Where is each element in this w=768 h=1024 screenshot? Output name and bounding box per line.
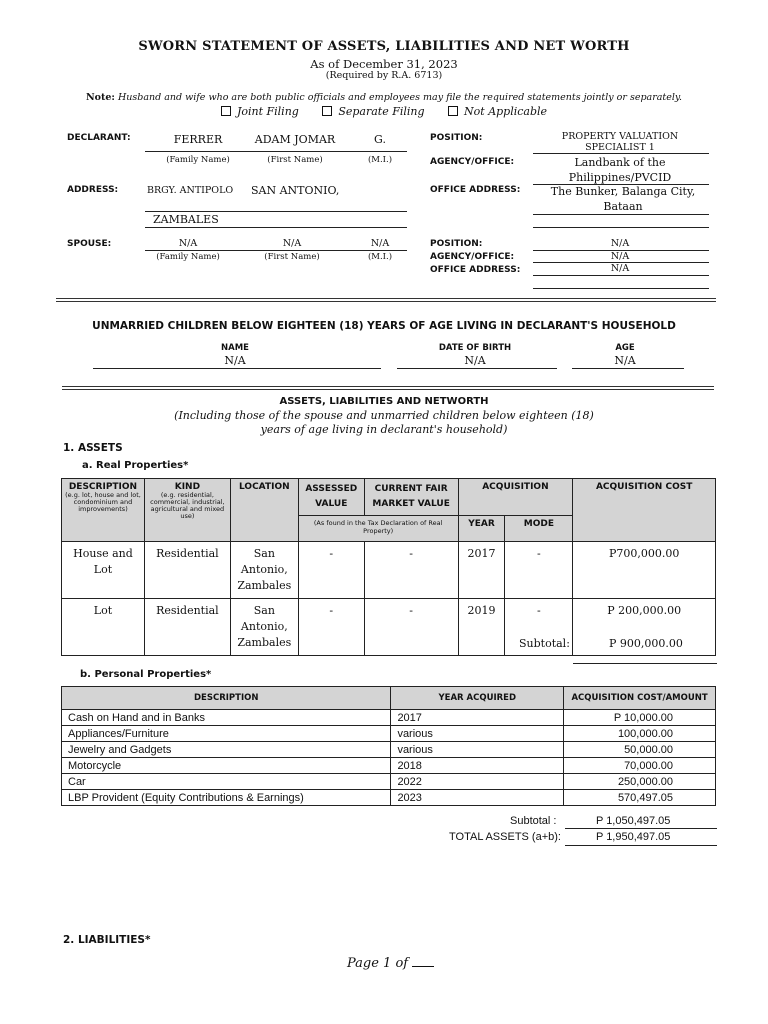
personal-subtotal-line [565,828,717,829]
child-name: N/A [224,354,246,367]
required-by: (Required by R.A. 6713) [325,70,443,81]
rp-header-year: YEAR [458,516,505,542]
children-section-title: UNMARRIED CHILDREN BELOW EIGHTEEN (18) YEARS OF AGE LIVING IN DECLARANT'S HOUSEHOLD [92,320,676,332]
table-row [62,726,716,742]
rp-header-kind: KIND (e.g. residential, commercial, industrial, agricultural and mixed use) [144,479,230,542]
pp-amount: 250,000.00 [564,774,716,790]
spouse-family-caption: (Family Name) [156,252,220,262]
rp-year: 2017 [458,542,505,599]
rp-header-assessed: ASSESSED VALUE [298,479,364,516]
rp-header-acquisition: ACQUISITION [458,479,573,516]
pp-year: 2022 [391,774,564,790]
spouse-family-name: N/A [178,238,198,249]
spouse-first-caption: (First Name) [264,252,320,262]
rp-cost: P700,000.00 [573,542,716,599]
declarant-family-name: FERRER [173,133,223,146]
alnw-subtitle-1: (Including those of the spouse and unmarried children below eighteen (18) [174,409,594,422]
child-age-header: AGE [615,343,635,353]
pp-description: Jewelry and Gadgets [62,742,391,758]
declarant-mi: G. [374,133,386,146]
pp-year: various [391,742,564,758]
table-row [62,790,716,806]
pp-description: LBP Provident (Equity Contributions & Earnings) [62,790,391,806]
rp-mode: - [505,599,573,656]
pp-year: 2018 [391,758,564,774]
table-row [62,542,716,599]
pp-header-cost: ACQUISITION COST/AMOUNT [564,687,716,710]
pp-year: 2017 [391,710,564,726]
rp-fair: - [364,542,458,599]
table-row [62,758,716,774]
declarant-agency: Landbank of the Philippines/PVCID [568,156,672,184]
rp-location: San Antonio, Zambales [230,599,298,656]
not-applicable-option[interactable]: Not Applicable [448,105,547,118]
child-name-header: NAME [221,343,249,353]
pp-amount: 100,000.00 [564,726,716,742]
address-barangay: BRGY. ANTIPOLO [147,185,234,196]
spouse-office-address-label: OFFICE ADDRESS: [430,265,521,275]
spouse-first-name: N/A [282,238,302,249]
real-properties-table [61,478,716,656]
rp-header-tax-note: (As found in the Tax Declaration of Real Property) [298,516,458,542]
spouse-office-address-line-2 [533,288,709,289]
pp-description: Motorcycle [62,758,391,774]
spouse-mi: N/A [370,238,390,249]
rp-year: 2019 [458,599,505,656]
table-row [62,742,716,758]
child-name-line [93,368,381,369]
alnw-subtitle-2: years of age living in declarant's household) [260,423,508,436]
pp-description: Car [62,774,391,790]
address-label: ADDRESS: [67,185,119,195]
address-municipality: SAN ANTONIO, [251,184,340,197]
family-name-caption: (Family Name) [166,155,230,165]
position-label: POSITION: [430,133,483,143]
rp-location: San Antonio, Zambales [230,542,298,599]
pp-amount: 50,000.00 [564,742,716,758]
rp-header-mode: MODE [505,516,573,542]
liabilities-heading: 2. LIABILITIES* [63,934,151,946]
real-subtotal-value: P 900,000.00 [609,637,683,650]
filing-options [0,105,768,118]
spouse-position: N/A [610,238,630,249]
note-label: Note: [85,92,115,103]
position-line [533,153,709,154]
rp-header-acquisition-cost: ACQUISITION COST [573,479,716,542]
rp-description: House and Lot [62,542,145,599]
checkbox-icon[interactable] [448,106,458,116]
address-province: ZAMBALES [153,213,219,226]
alnw-title: ASSETS, LIABILITIES AND NETWORTH [279,396,489,407]
pp-amount: P 10,000.00 [564,710,716,726]
child-dob-header: DATE OF BIRTH [438,343,512,353]
checkbox-icon[interactable] [322,106,332,116]
declarant-office-address: The Bunker, Balanga City, Bataan [550,185,696,213]
pp-amount: 570,497.05 [564,790,716,806]
as-of-date: As of December 31, 2023 [310,57,458,71]
real-subtotal-label: Subtotal: [519,637,570,650]
address-line-1 [145,211,407,212]
real-properties-heading: a. Real Properties* [82,460,189,471]
page-number: Page 1 of [347,956,434,971]
pp-year: 2023 [391,790,564,806]
pp-year: various [391,726,564,742]
spouse-agency-label: AGENCY/OFFICE: [430,252,515,262]
table-row [62,774,716,790]
section-divider [56,298,716,302]
rp-kind: Residential [144,542,230,599]
spouse-name-line [145,250,407,251]
spouse-office-address-line [533,275,709,276]
assets-heading: 1. ASSETS [63,442,123,454]
spouse-agency: N/A [610,251,630,262]
personal-properties-table [61,686,716,806]
pp-header-year: YEAR ACQUIRED [391,687,564,710]
rp-header-fair-value: CURRENT FAIR MARKET VALUE [364,479,458,516]
total-assets-value: P 1,950,497.05 [596,831,671,843]
declarant-first-name: ADAM JOMAR [254,133,336,146]
child-dob: N/A [464,354,486,367]
personal-properties-heading: b. Personal Properties* [80,669,212,680]
agency-label: AGENCY/OFFICE: [430,157,515,167]
note [0,92,768,103]
spouse-office-address: N/A [610,263,630,274]
pp-description: Cash on Hand and in Banks [62,710,391,726]
mi-caption: (M.I.) [367,155,393,165]
personal-subtotal-label: Subtotal : [510,815,557,827]
pp-description: Appliances/Furniture [62,726,391,742]
checkbox-icon[interactable] [221,106,231,116]
office-address-line-2 [533,227,709,228]
spouse-mi-caption: (M.I.) [367,252,393,262]
table-row [62,710,716,726]
total-assets-label: TOTAL ASSETS (a+b): [449,831,561,843]
rp-assessed: - [298,542,364,599]
total-assets-line [565,845,717,846]
child-dob-line [397,368,557,369]
child-age: N/A [614,354,636,367]
pp-amount: 70,000.00 [564,758,716,774]
spouse-position-label: POSITION: [430,239,483,249]
rp-fair: - [364,599,458,656]
office-address-label: OFFICE ADDRESS: [430,185,521,195]
personal-subtotal-value: P 1,050,497.05 [596,815,671,827]
declarant-label: DECLARANT: [67,133,131,143]
rp-cost: P 200,000.00 [573,599,716,656]
address-line-2 [145,227,407,228]
rp-header-location: LOCATION [230,479,298,542]
real-subtotal-line [573,663,717,664]
pp-header-description: DESCRIPTION [62,687,391,710]
rp-header-description: DESCRIPTION (e.g. lot, house and lot, condominium and improvements) [62,479,145,542]
document-title: SWORN STATEMENT OF ASSETS, LIABILITIES AND NET WORTH [138,39,630,54]
section-divider-2 [62,386,714,390]
rp-mode: - [505,542,573,599]
note-text: Husband and wife who are both public officials and employees may file the required statements jointly or separately. [117,92,683,103]
joint-filing-option[interactable]: Joint Filing [221,105,299,118]
rp-description: Lot [62,599,145,656]
separate-filing-option[interactable]: Separate Filing [322,105,424,118]
first-name-caption: (First Name) [267,155,323,165]
office-address-line-1 [533,214,709,215]
declarant-name-line [145,151,407,152]
spouse-label: SPOUSE: [67,239,112,249]
rp-kind: Residential [144,599,230,656]
child-age-line [572,368,684,369]
declarant-position: PROPERTY VALUATION SPECIALIST 1 [561,131,679,153]
rp-assessed: - [298,599,364,656]
